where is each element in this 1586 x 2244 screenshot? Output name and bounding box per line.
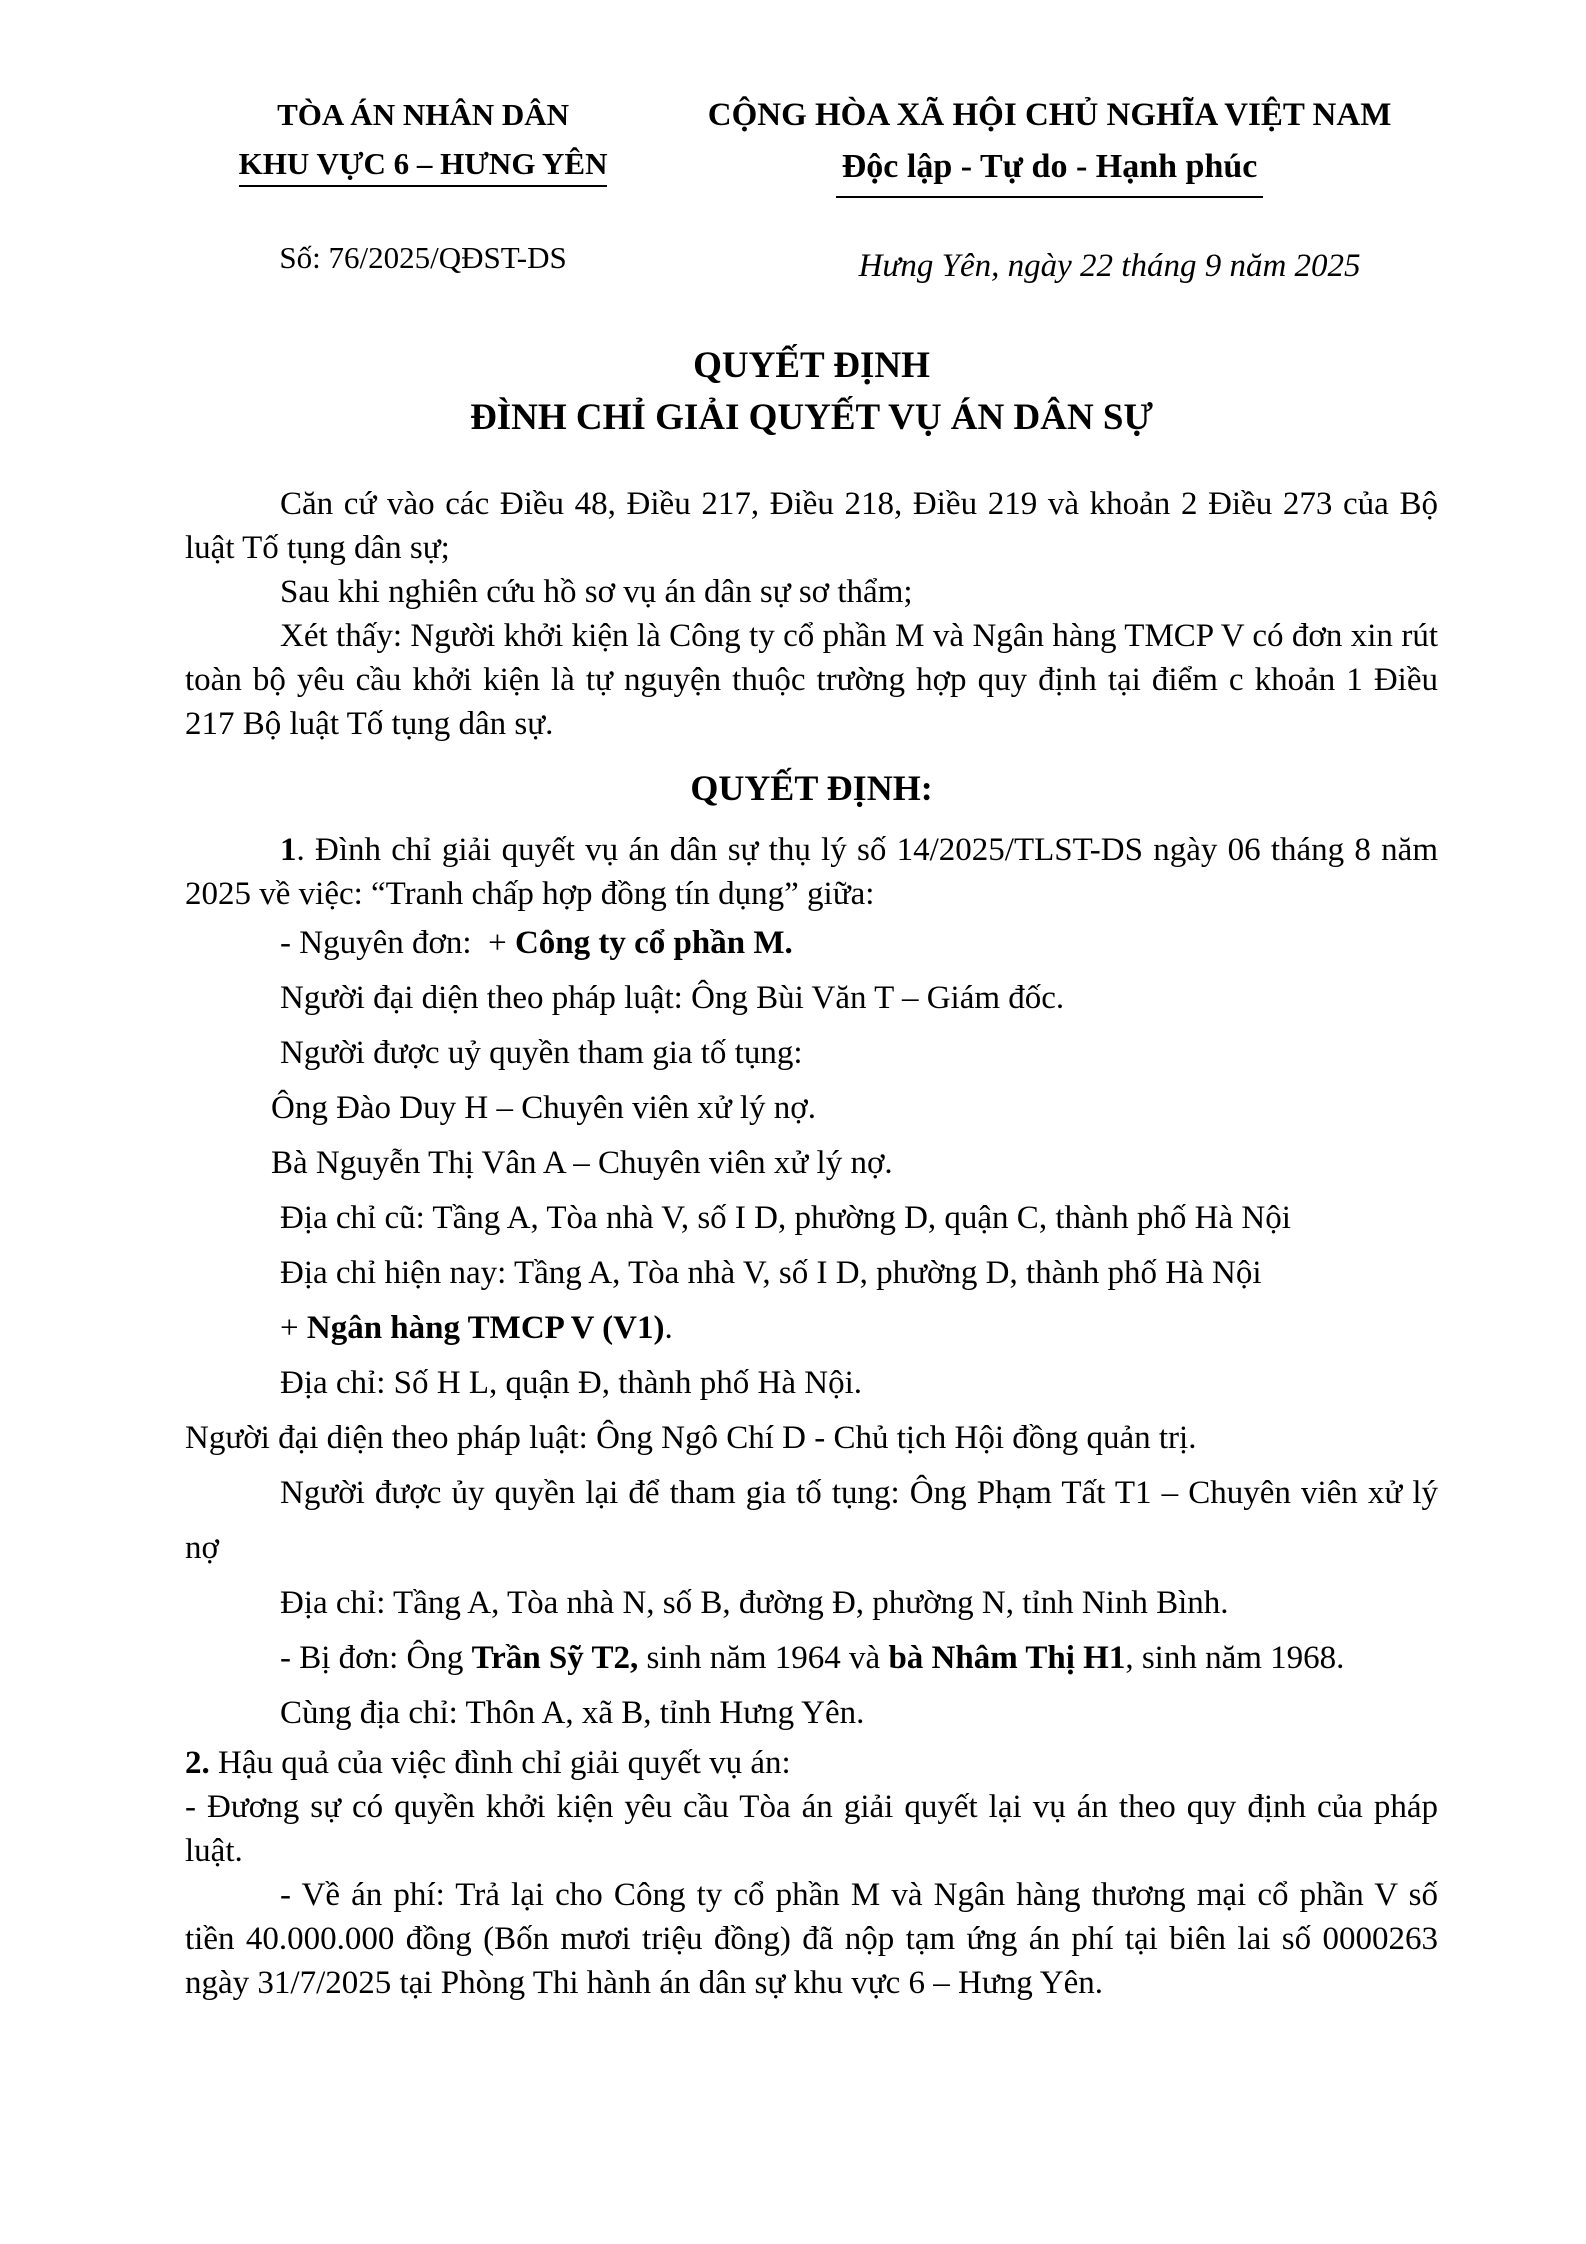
text-run: , sinh năm 1968. [1125, 1639, 1345, 1676]
paragraph [185, 1136, 1438, 1191]
text-run: Địa chỉ cũ: Tầng A, Tòa nhà V, số I D, phường D, quận C, thành phố Hà Nội [280, 1199, 1291, 1236]
text-run: Người đại diện theo pháp luật: Ông Ngô Chí D - Chủ tịch Hội đồng quản trị. [185, 1419, 1197, 1456]
document-title [185, 340, 1438, 444]
paragraph [185, 1873, 1438, 2005]
text-run: 1 [280, 831, 297, 868]
paragraph [185, 916, 1438, 971]
paragraph [185, 1466, 1438, 1576]
paragraph [185, 1631, 1438, 1686]
text-run: - Bị đơn: Ông [280, 1639, 472, 1676]
text-run: - Về án phí: Trả lại cho Công ty cổ phần M và Ngân hàng thương mại cổ phần V số tiền 40.000.000 đồng (Bốn mươi triệu đồng) đã nộp tạm ứng án phí tại biên lai số 0000263 ngày 31/7/2025 tại Phòng Thi hành án dân sự khu vực 6 – Hưng Yên. [185, 1876, 1438, 2001]
paragraph [185, 1576, 1438, 1631]
date-line: Hưng Yên, ngày 22 tháng 9 năm 2025 [858, 247, 1361, 284]
title-line-2: ĐÌNH CHỈ GIẢI QUYẾT VỤ ÁN DÂN SỰ [470, 396, 1153, 438]
text-run: Trần Sỹ T2, [471, 1639, 639, 1676]
paragraph [185, 1686, 1438, 1741]
paragraph [185, 570, 1438, 614]
text-run: Địa chỉ hiện nay: Tầng A, Tòa nhà V, số I D, phường D, thành phố Hà Nội [280, 1254, 1262, 1291]
title-line-1: QUYẾT ĐỊNH [693, 344, 930, 386]
text-run: QUYẾT ĐỊNH: [690, 767, 933, 808]
court-region-row [185, 138, 661, 190]
text-run: Xét thấy: Người khởi kiện là Công ty cổ phần M và Ngân hàng TMCP V có đơn xin rút toàn bộ yêu cầu khởi kiện là tự nguyện thuộc trường hợp quy định tại điểm c khoản 1 Điều 217 Bộ luật Tố tụng dân sự. [185, 617, 1438, 742]
national-motto: Độc lập - Tự do - Hạnh phúc [836, 147, 1264, 198]
paragraph [185, 1301, 1438, 1356]
text-run: 2. [185, 1744, 210, 1781]
text-run: . [664, 1309, 673, 1346]
paragraph [185, 1191, 1438, 1246]
court-name: TÒA ÁN NHÂN DÂN [277, 97, 570, 132]
paragraph [185, 1081, 1438, 1136]
text-run: Ông Đào Duy H – Chuyên viên xử lý nợ. [271, 1089, 816, 1126]
text-run: Cùng địa chỉ: Thôn A, xã B, tỉnh Hưng Yên. [280, 1694, 865, 1731]
paragraph [185, 614, 1438, 746]
paragraph [185, 1356, 1438, 1411]
text-run: Người được ủy quyền lại để tham gia tố tụng: Ông Phạm Tất T1 – Chuyên viên xử lý nợ [185, 1474, 1438, 1566]
text-run: - Nguyên đơn: + [280, 924, 515, 961]
text-run: . Đình chỉ giải quyết vụ án dân sự thụ lý số 14/2025/TLST-DS ngày 06 tháng 8 năm 2025 về việc: “Tranh chấp hợp đồng tín dụng” giữa: [185, 831, 1438, 912]
text-run: bà Nhâm Thị H1 [888, 1639, 1126, 1676]
paragraph [185, 1741, 1438, 1785]
text-run: Sau khi nghiên cứu hồ sơ vụ án dân sự sơ thẩm; [280, 573, 913, 610]
national-header [661, 92, 1438, 288]
text-run: Địa chỉ: Số H L, quận Đ, thành phố Hà Nội. [280, 1364, 862, 1401]
text-run: Địa chỉ: Tầng A, Tòa nhà N, số B, đường Đ, phường N, tỉnh Ninh Bình. [280, 1584, 1229, 1621]
text-run: - Đương sự có quyền khởi kiện yêu cầu Tòa án giải quyết lại vụ án theo quy định của pháp luật. [185, 1788, 1438, 1869]
text-run: Công ty cổ phần M. [514, 924, 793, 961]
text-run: Ngân hàng TMCP V (V1) [306, 1309, 665, 1346]
paragraph [185, 1785, 1438, 1873]
document-number: Số: 76/2025/QĐST-DS [279, 240, 567, 275]
text-run: Bà Nguyễn Thị Vân A – Chuyên viên xử lý nợ. [271, 1144, 893, 1181]
text-run: Căn cứ vào các Điều 48, Điều 217, Điều 218, Điều 219 và khoản 2 Điều 273 của Bộ luật Tố tụng dân sự; [185, 485, 1438, 566]
court-region: KHU VỰC 6 – HƯNG YÊN [239, 145, 608, 187]
paragraph [185, 1026, 1438, 1081]
paragraph [185, 1246, 1438, 1301]
document-header [185, 92, 1438, 288]
document-body [185, 482, 1438, 2005]
national-motto-row [661, 138, 1438, 198]
paragraph [185, 971, 1438, 1026]
paragraph [185, 828, 1438, 916]
court-header [185, 92, 661, 288]
text-run: + [280, 1309, 307, 1346]
section-heading [185, 764, 1438, 812]
text-run: Người đại diện theo pháp luật: Ông Bùi Văn T – Giám đốc. [280, 979, 1065, 1016]
text-run: Hậu quả của việc đình chỉ giải quyết vụ án: [209, 1744, 791, 1781]
text-run: sinh năm 1964 và [638, 1639, 889, 1676]
national-title: CỘNG HÒA XÃ HỘI CHỦ NGHĨA VIỆT NAM [707, 97, 1392, 133]
text-run: Người được uỷ quyền tham gia tố tụng: [280, 1034, 803, 1071]
paragraph [185, 1411, 1438, 1466]
paragraph [185, 482, 1438, 570]
